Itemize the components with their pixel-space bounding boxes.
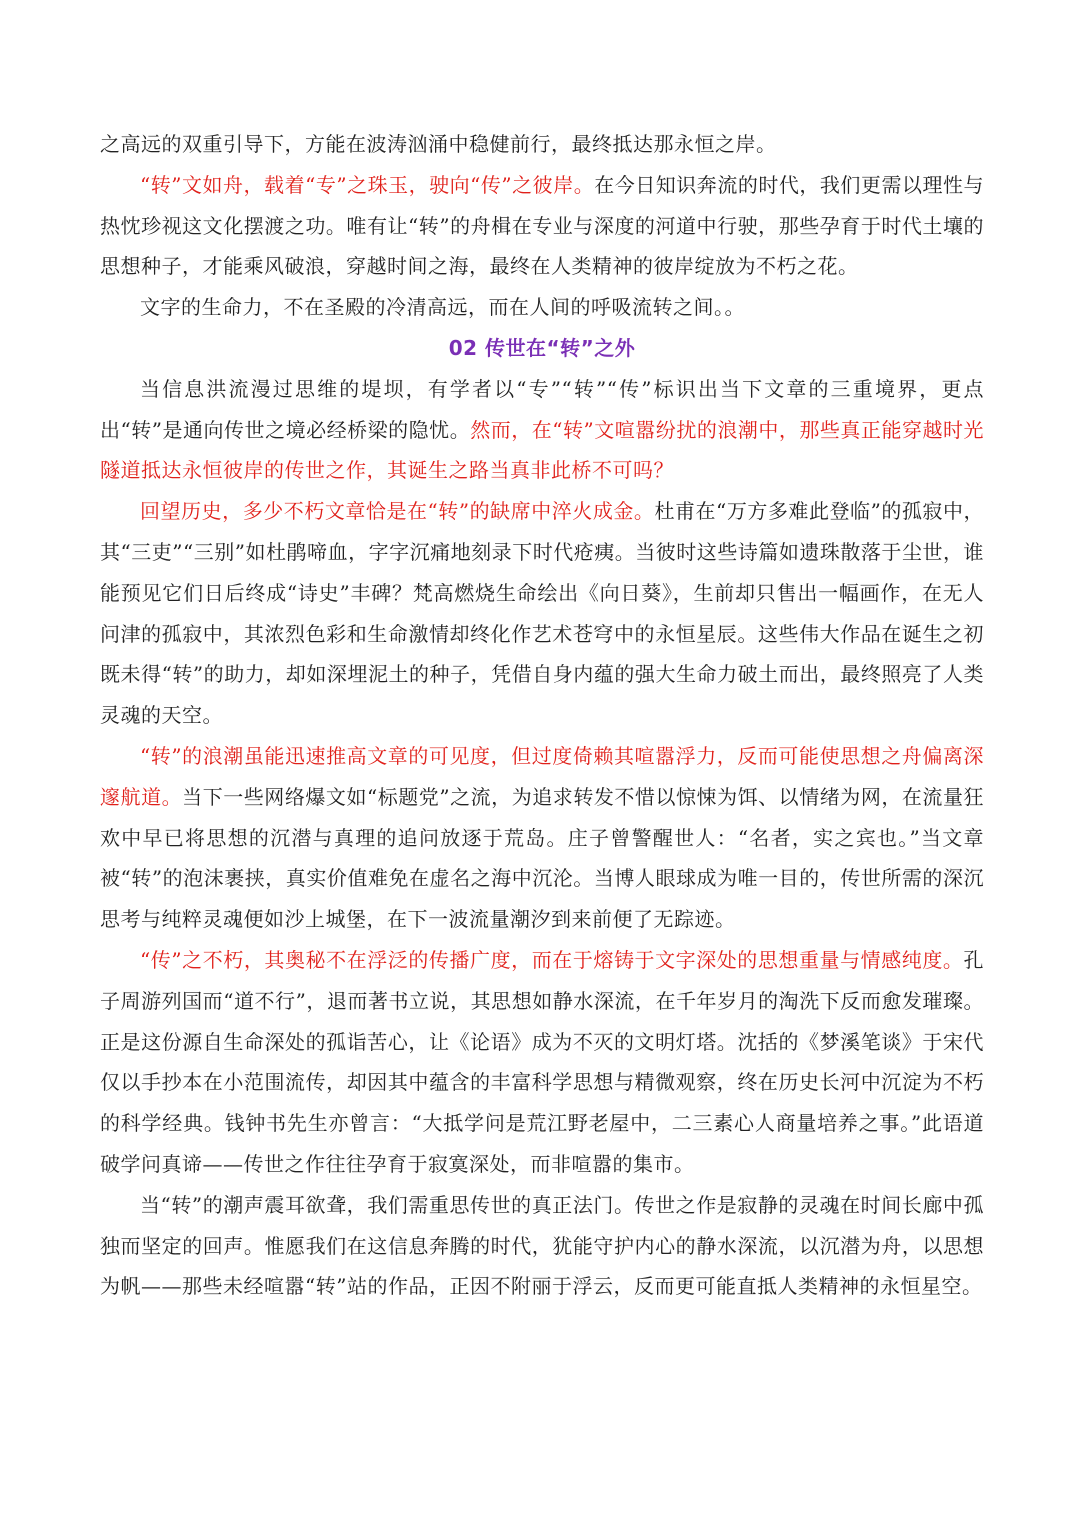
paragraph-6 (100, 736, 984, 940)
paragraph-1 (100, 124, 984, 165)
paragraph-2-highlight: “转”文如舟，载着“专”之珠玉，驶向“传”之彼岸。 (140, 172, 595, 197)
section-heading: 02 传世在“转”之外 (448, 335, 636, 360)
paragraph-4-highlight: 然而，在“转”文喧嚣纷扰的浪潮中，那些真正能穿越时光隧道抵达永恒彼岸的传世之作，其诞生之路当真非此桥不可吗？ (100, 417, 985, 483)
paragraph-2 (100, 165, 984, 287)
paragraph-6-highlight: “转”的浪潮虽能迅速推高文章的可见度，但过度倚赖其喧嚣浮力，反而可能使思想之舟偏离深邃航道。 (100, 743, 984, 809)
paragraph-4 (100, 369, 984, 491)
paragraph-4-text: 当信息洪流漫过思维的堤坝，有学者以“专”“转”“传”标识出当下文章的三重境界，更点出“转”是通向传世之境必经桥梁的隐忧。 (100, 376, 984, 442)
paragraph-5-text: 杜甫在“万方多难此登临”的孤寂中，其“三吏”“三别”如杜鹃啼血，字字沉痛地刻录下时代疮痍。当彼时这些诗篇如遗珠散落于尘世，谁能预见它们日后终成“诗史”丰碑？梵高燃烧生命绘出《向日葵》，生前却只售出一幅画作，在无人问津的孤寂中，其浓烈色彩和生命激情却终化作艺术苍穹中的永恒星辰。这些伟大作品在诞生之初既未得“转”的助力，却如深埋泥土的种子，凭借自身内蕴的强大生命力破土而出，最终照亮了人类灵魂的天空。 (100, 499, 984, 728)
paragraph-3 (100, 287, 984, 328)
paragraph-5 (100, 491, 984, 736)
paragraph-7-text: 孔子周游列国而“道不行”，退而著书立说，其思想如静水深流，在千年岁月的淘洗下反而愈发璀璨。正是这份源自生命深处的孤诣苦心，让《论语》成为不灭的文明灯塔。沈括的《梦溪笔谈》于宋代仅以手抄本在小范围流传，却因其中蕴含的丰富科学思想与精微观察，终在历史长河中沉淀为不朽的科学经典。钱钟书先生亦曾言：“大抵学问是荒江野老屋中，二三素心人商量培养之事。”此语道破学问真谛——传世之作往往孕育于寂寞深处，而非喧嚣的集市。 (100, 947, 984, 1176)
paragraph-7-highlight: “传”之不朽，其奥秘不在浮泛的传播广度，而在于熔铸于文字深处的思想重量与情感纯度。 (140, 947, 964, 972)
paragraph-6-text: 当下一些网络爆文如“标题党”之流，为追求转发不惜以惊悚为饵、以情绪为网，在流量狂欢中早已将思想的沉潜与真理的追问放逐于荒岛。庄子曾警醒世人：“名者，实之宾也。”当文章被“转”的泡沫裹挟，真实价值难免在虚名之海中沉沦。当博人眼球成为唯一目的，传世所需的深沉思考与纯粹灵魂便如沙上城堡，在下一波流量潮汐到来前便了无踪迹。 (100, 784, 985, 932)
paragraph-7 (100, 940, 984, 1185)
paragraph-8-text: 当“转”的潮声震耳欲聋，我们需重思传世的真正法门。传世之作是寂静的灵魂在时间长廊中孤独而坚定的回声。惟愿我们在这信息奔腾的时代，犹能守护内心的静水深流，以沉潜为舟，以思想为帆——那些未经喧嚣“转”站的作品，正因不附丽于浮云，反而更可能直抵人类精神的永恒星空。 (100, 1192, 984, 1299)
document-page (100, 124, 984, 1307)
paragraph-2-text: 在今日知识奔流的时代，我们更需以理性与热忱珍视这文化摆渡之功。唯有让“转”的舟楫在专业与深度的河道中行驶，那些孕育于时代土壤的思想种子，才能乘风破浪，穿越时间之海，最终在人类精神的彼岸绽放为不朽之花。 (100, 172, 985, 279)
paragraph-5-highlight: 回望历史，多少不朽文章恰是在“转”的缺席中淬火成金。 (140, 499, 655, 524)
paragraph-1-text: 之高远的双重引导下，方能在波涛汹涌中稳健前行，最终抵达那永恒之岸。 (100, 132, 777, 156)
paragraph-3-text: 文字的生命力，不在圣殿的冷清高远，而在人间的呼吸流转之间。。 (140, 295, 745, 320)
paragraph-8 (100, 1185, 984, 1307)
